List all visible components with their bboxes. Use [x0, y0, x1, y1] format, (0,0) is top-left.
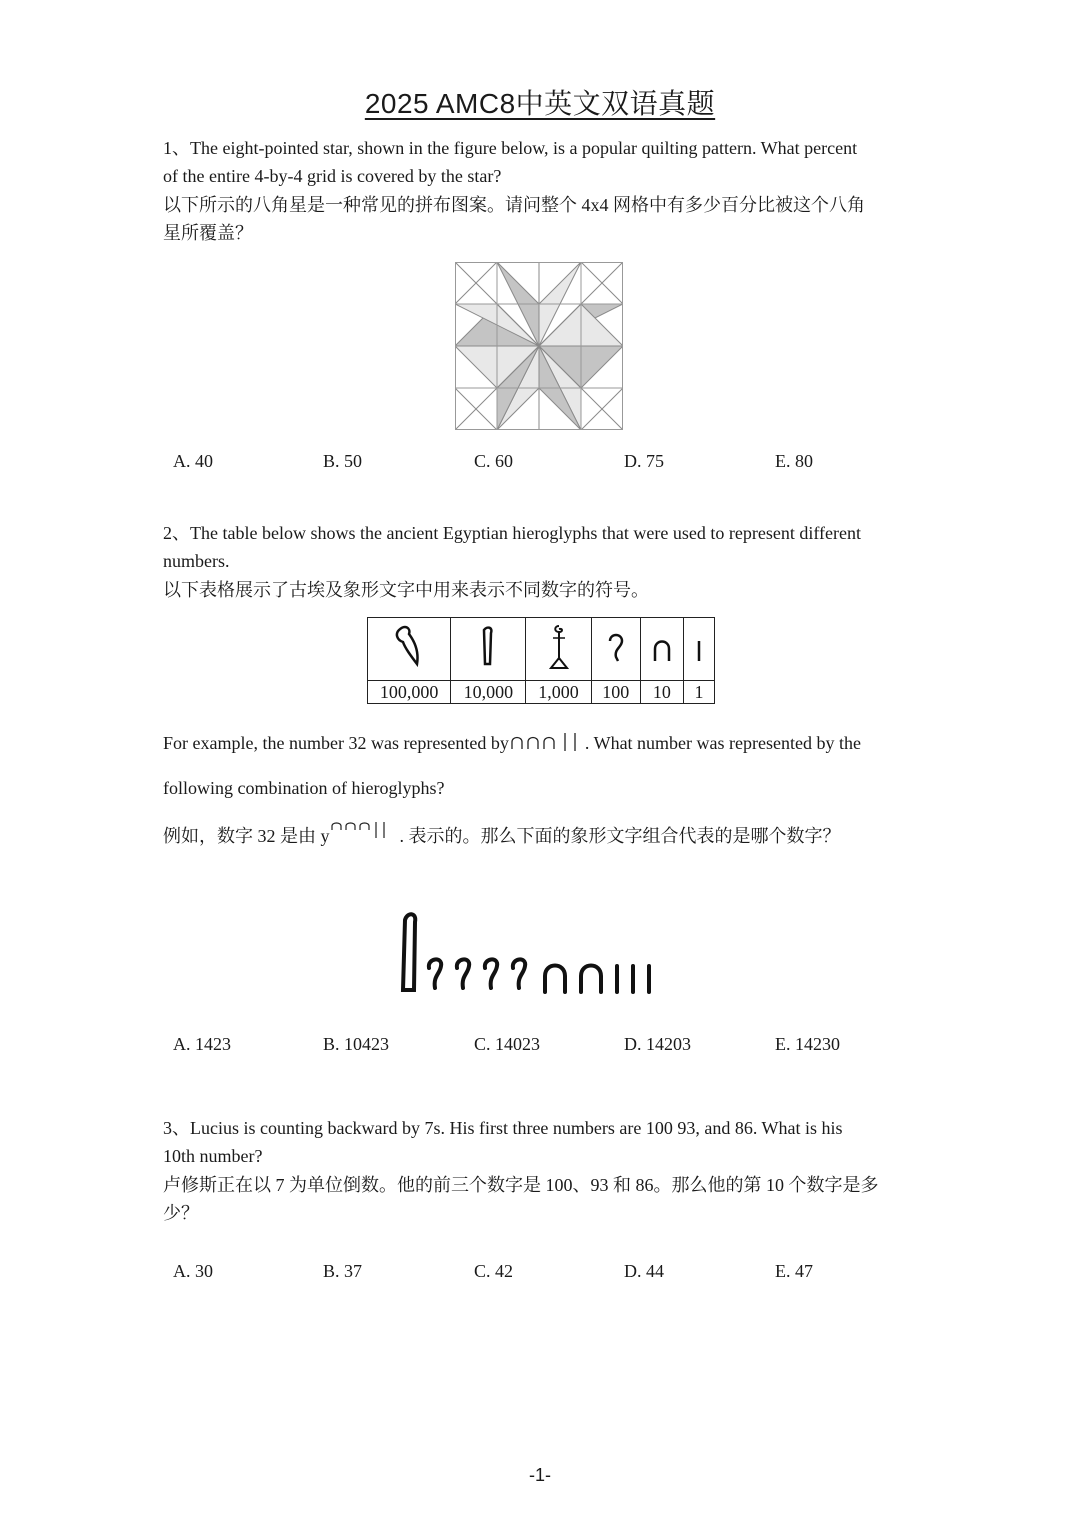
q2-chinese-line-1: 以下表格展示了古埃及象形文字中用来表示不同数字的符号。	[163, 580, 649, 600]
q1-english-line-1: 1、The eight-pointed star, shown in the figure below, is a popular quilting pattern. What percent	[163, 138, 858, 158]
lotus-hieroglyph-icon	[526, 618, 591, 681]
q2-english-line-1: 2、The table below shows the ancient Egyptian hieroglyphs that were used to represent different	[163, 523, 861, 543]
q3-option-d: D. 44	[624, 1261, 664, 1281]
q2-option-b: B. 10423	[323, 1034, 390, 1054]
q2-option-c: C. 14023	[474, 1034, 541, 1054]
q3-english-line-2: 10th number?	[163, 1146, 263, 1166]
q1-chinese-line-1: 以下所示的八角星是一种常见的拼布图案。请问整个 4x4 网格中有多少百分比被这个八角	[163, 195, 865, 215]
q2-option-e: E. 14230	[775, 1034, 840, 1054]
page-number: -1-	[529, 1465, 551, 1485]
q2-option-d: D. 14203	[624, 1034, 691, 1054]
star-grid-figure	[455, 262, 623, 430]
q1-option-e: E. 80	[775, 451, 813, 471]
q1-english-line-2: of the entire 4-by-4 grid is covered by the star?	[163, 166, 502, 186]
q3-option-b: B. 37	[323, 1261, 363, 1281]
q2-example-line-2: following combination of hieroglyphs?	[163, 778, 445, 798]
q2-example-text-1: For example, the number 32 was represented by	[163, 733, 509, 753]
table-value: 100,000	[368, 681, 451, 704]
q3-option-e: E. 47	[775, 1261, 813, 1281]
q3-option-c: C. 42	[474, 1261, 514, 1281]
hieroglyph-table	[367, 617, 715, 704]
table-value: 1,000	[526, 681, 591, 704]
finger-hieroglyph-icon	[451, 618, 526, 681]
hieroglyph-combination-figure	[395, 908, 680, 1000]
example-hieroglyphs-icon	[509, 731, 585, 753]
table-value: 1	[683, 681, 714, 704]
q1-option-a: A. 40	[173, 451, 213, 471]
q3-chinese-line-1: 卢修斯正在以 7 为单位倒数。他的前三个数字是 100、93 和 86。那么他的第 10 个数字是多	[163, 1175, 879, 1195]
coil-hieroglyph-icon	[591, 618, 640, 681]
table-value: 10,000	[451, 681, 526, 704]
q2-example-text-2: . What number was represented by the	[584, 733, 861, 753]
q2-option-a: A. 1423	[173, 1034, 231, 1054]
q1-option-b: B. 50	[323, 451, 363, 471]
q3-option-a: A. 30	[173, 1261, 213, 1281]
q2-chinese-example-line	[163, 820, 923, 850]
page-title: 2025 AMC8中英文双语真题	[364, 88, 716, 119]
stroke-hieroglyph-icon	[683, 618, 714, 681]
q2-example-line-1	[163, 729, 923, 757]
table-value: 10	[640, 681, 683, 704]
example-hieroglyphs-small-icon	[330, 820, 400, 844]
bird-hieroglyph-icon	[368, 618, 451, 681]
q2-zh-example-text-1: 例如，数字 32 是由 y	[163, 826, 330, 846]
q1-chinese-line-2: 星所覆盖？	[163, 223, 253, 243]
q1-option-c: C. 60	[474, 451, 514, 471]
q2-zh-example-text-2: . 表示的。那么下面的象形文字组合代表的是哪个数字？	[399, 826, 841, 846]
q3-chinese-line-2: 少？	[163, 1203, 199, 1223]
table-value: 100	[591, 681, 640, 704]
q1-option-d: D. 75	[624, 451, 664, 471]
q3-english-line-1: 3、Lucius is counting backward by 7s. His first three numbers are 100 93, and 86. What is his	[163, 1118, 843, 1138]
heel-hieroglyph-icon	[640, 618, 683, 681]
q2-english-line-2: numbers.	[163, 551, 230, 571]
